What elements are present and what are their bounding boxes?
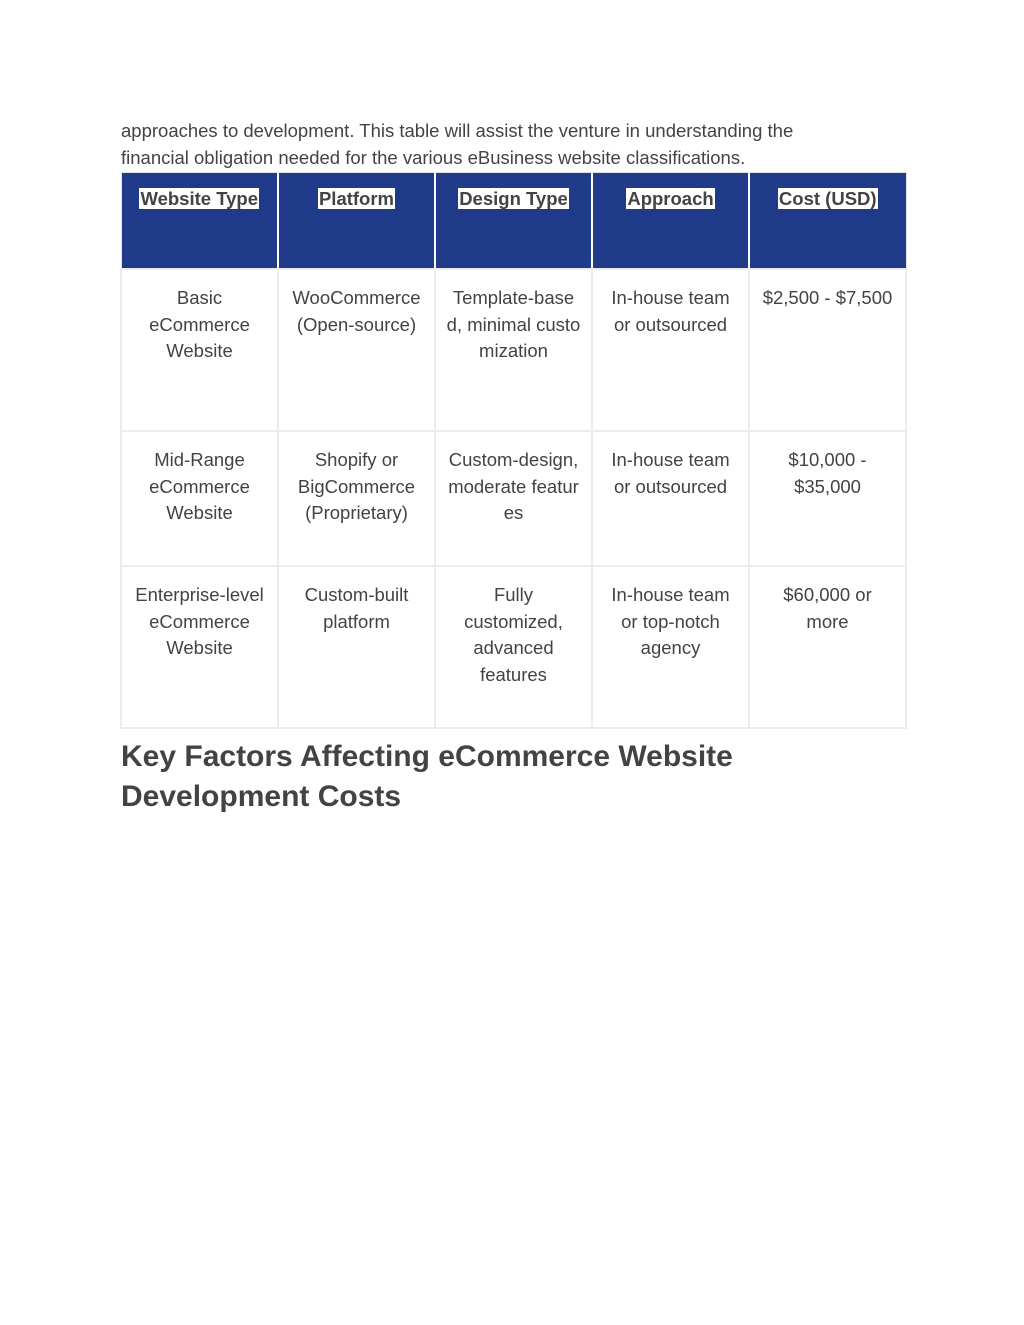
cell-cost: $2,500 - $7,500 <box>749 269 906 431</box>
table-row <box>121 269 906 431</box>
cell-approach: In-house team or outsourced <box>592 269 749 431</box>
cell-approach: In-house team or outsourced <box>592 431 749 566</box>
intro-paragraph <box>121 118 911 171</box>
table-row <box>121 566 906 728</box>
header-website-type: Website Type <box>121 173 278 270</box>
cell-cost: $60,000 or more <box>749 566 906 728</box>
intro-line: approaches to development. This table will assist the venture in understanding the <box>121 120 794 141</box>
cell-website-type: Mid-Range eCommerce Website <box>121 431 278 566</box>
header-cost: Cost (USD) <box>749 173 906 270</box>
cell-design-type: Template-based, minimal customization <box>435 269 592 431</box>
cell-platform: Custom-built platform <box>278 566 435 728</box>
header-approach: Approach <box>592 173 749 270</box>
intro-line: financial obligation needed for the various eBusiness website classifications. <box>121 146 746 168</box>
header-design-type: Design Type <box>435 173 592 270</box>
section-heading: Key Factors Affecting eCommerce Website Development Costs <box>121 740 733 813</box>
cell-cost: $10,000 - $35,000 <box>749 431 906 566</box>
header-platform: Platform <box>278 173 435 270</box>
table-row <box>121 431 906 566</box>
cell-website-type: Enterprise-level eCommerce Website <box>121 566 278 728</box>
cell-design-type: Fully customized, advanced features <box>435 566 592 728</box>
cost-table <box>120 172 907 729</box>
cell-platform: WooCommerce (Open-source) <box>278 269 435 431</box>
cell-design-type: Custom-design, moderate features <box>435 431 592 566</box>
table-header-row <box>121 173 906 270</box>
cell-platform: Shopify or BigCommerce (Proprietary) <box>278 431 435 566</box>
cell-approach: In-house team or top-notch agency <box>592 566 749 728</box>
cell-website-type: Basic eCommerce Website <box>121 269 278 431</box>
